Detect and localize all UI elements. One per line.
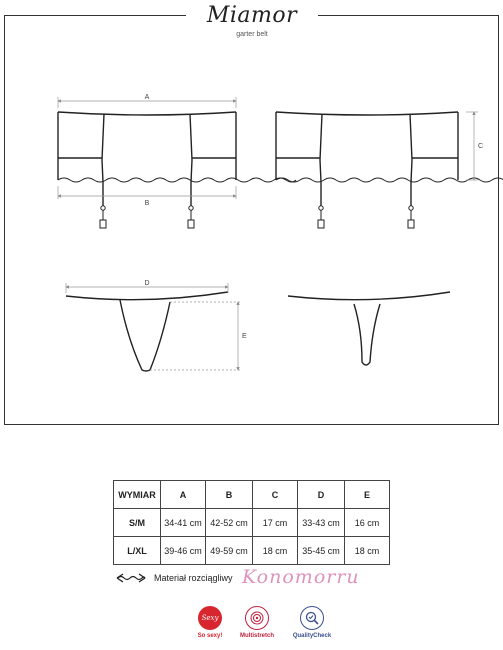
brand-logo: Miamor [206, 3, 298, 28]
multistretch-icon [245, 606, 269, 630]
badge-label: So sexy! [197, 633, 223, 639]
dimension-lines-front [58, 97, 236, 199]
garter-belt-front-view [58, 112, 296, 206]
table-cell: S/M [114, 509, 161, 537]
magnifier-check-icon [300, 606, 324, 630]
dimension-a-label: A [144, 94, 150, 101]
garter-clips-front [100, 206, 194, 228]
thong-back-view [288, 292, 450, 365]
table-header-cell: C [253, 481, 298, 509]
table-row [114, 537, 390, 565]
table-header-cell: A [161, 481, 206, 509]
legend-text: Materiał rozciągliwy [154, 573, 233, 583]
table-cell: 34-41 cm [161, 509, 206, 537]
table-cell: 42-52 cm [206, 509, 253, 537]
watermark: Konomorru [242, 566, 360, 588]
dimension-e-label: E [242, 333, 247, 340]
table-cell: 17 cm [253, 509, 298, 537]
dimension-lines-thong [66, 283, 242, 370]
table-cell: 35-45 cm [298, 537, 345, 565]
table-cell: L/XL [114, 537, 161, 565]
dimension-lines-back [466, 112, 478, 180]
sexy-icon [198, 606, 222, 630]
double-arrow-icon [116, 573, 146, 583]
badge-label: QualityCheck [292, 633, 332, 639]
table-cell: 49-59 cm [206, 537, 253, 565]
table-header-cell: WYMIAR [114, 481, 161, 509]
table-header-cell: E [345, 481, 390, 509]
size-table [113, 480, 390, 565]
table-cell: 18 cm [253, 537, 298, 565]
table-cell: 33-43 cm [298, 509, 345, 537]
dimension-c-label: C [478, 143, 484, 150]
dimension-d-label: D [144, 280, 150, 287]
badge-label: Multistretch [239, 633, 274, 639]
table-row [114, 509, 390, 537]
garter-clips-back [318, 206, 414, 228]
table-header-cell: B [206, 481, 253, 509]
table-header-cell: D [298, 481, 345, 509]
table-cell: 39-46 cm [161, 537, 206, 565]
table-cell: 18 cm [345, 537, 390, 565]
dimension-b-label: B [144, 200, 150, 207]
size-table-header-row [114, 481, 390, 509]
product-name: garter belt [236, 31, 268, 38]
badge-quality-check [280, 606, 344, 639]
sexy-icon-text: Sexy [201, 614, 219, 622]
garter-belt-back-view [276, 112, 503, 206]
thong-front-view [66, 292, 228, 371]
stretch-legend [116, 570, 233, 586]
table-cell: 16 cm [345, 509, 390, 537]
